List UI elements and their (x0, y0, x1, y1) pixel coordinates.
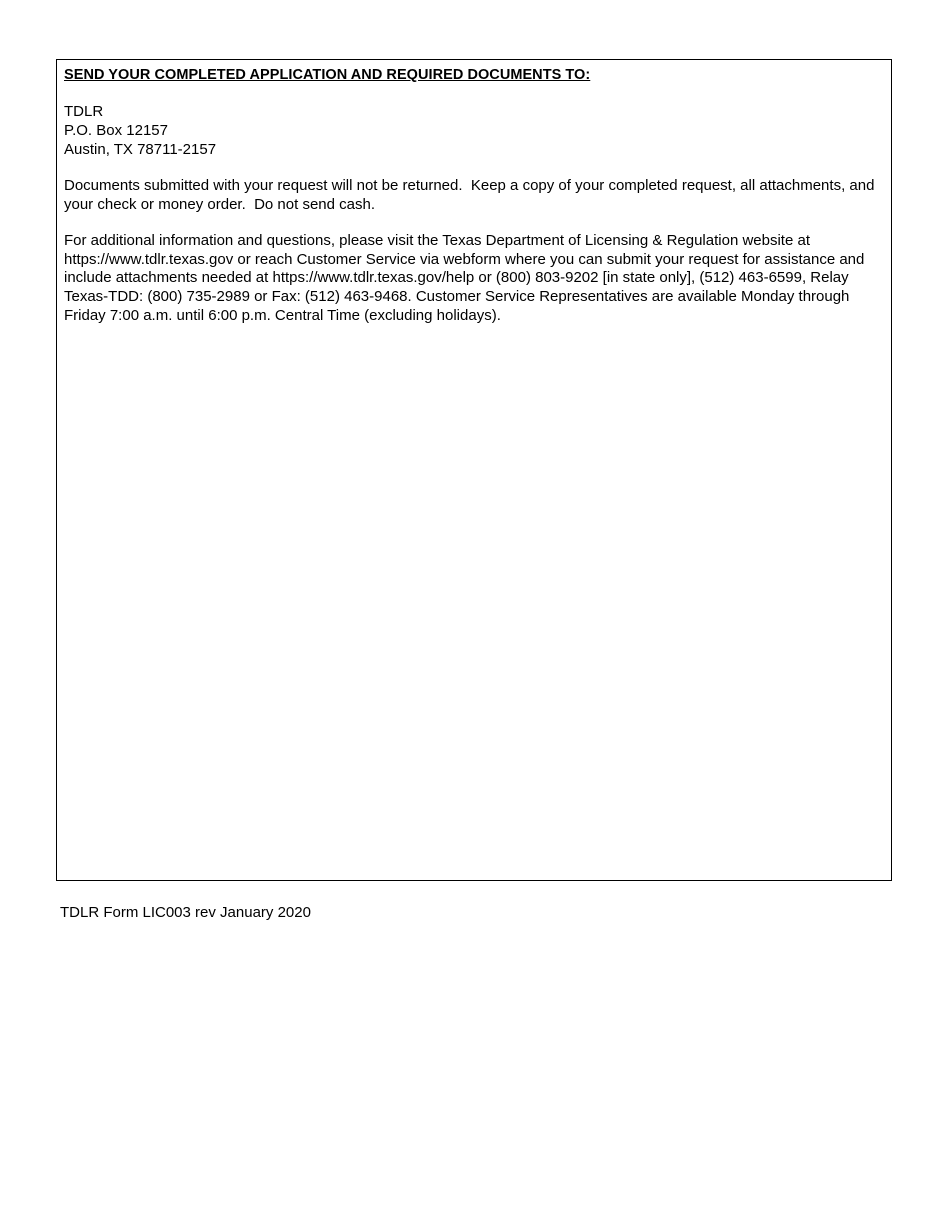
mailing-heading: SEND YOUR COMPLETED APPLICATION AND REQUIRED DOCUMENTS TO: (64, 67, 591, 83)
address-line-city: Austin, TX 78711-2157 (64, 141, 217, 158)
contact-info: For additional information and questions, please visit the Texas Department of Licensing & Regulation website at https://www.tdlr.texas.gov or reach Customer Service via webform where you can submit your request for assistance and include attachments needed at https://www.tdlr.texas.gov/help or (800) 803-9202 [in state only], (512) 463-6599, Relay Texas-TDD: (800) 735-2989 or Fax: (512) 463-9468. Customer Service Representatives are available Monday through Friday 7:00 a.m. until 6:00 p.m. Central Time (excluding holidays). (64, 232, 865, 324)
mailing-address (64, 102, 884, 159)
instructions-box (56, 59, 892, 881)
address-line-agency: TDLR (64, 103, 104, 120)
documents-note: Documents submitted with your request will not be returned. Keep a copy of your completed request, all attachments, and your check or money order. Do not send cash. (64, 177, 879, 213)
form-id-footer: TDLR Form LIC003 rev January 2020 (60, 904, 311, 921)
address-line-po-box: P.O. Box 12157 (64, 122, 168, 139)
